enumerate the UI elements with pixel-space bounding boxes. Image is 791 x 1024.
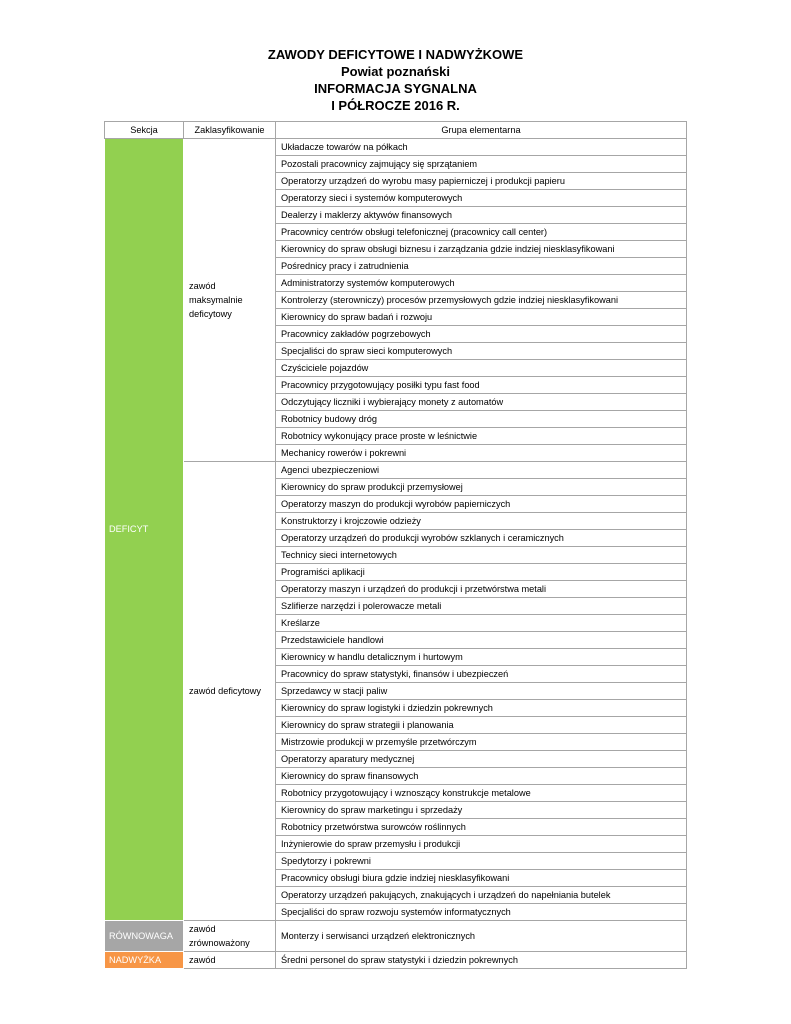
- group-cell: Sprzedawcy w stacji paliw: [276, 683, 687, 700]
- group-cell: Programiści aplikacji: [276, 564, 687, 581]
- group-cell: Robotnicy przygotowujący i wznoszący konstrukcje metalowe: [276, 785, 687, 802]
- group-cell: Dealerzy i maklerzy aktywów finansowych: [276, 207, 687, 224]
- header-sekcja: Sekcja: [105, 122, 184, 139]
- header-grupa: Grupa elementarna: [276, 122, 687, 139]
- title-line-3: INFORMACJA SYGNALNA: [314, 81, 477, 96]
- classification-deficytowy: zawód deficytowy: [184, 462, 276, 921]
- section-deficyt: DEFICYT: [105, 139, 184, 921]
- group-cell: Kierownicy w handlu detalicznym i hurtowym: [276, 649, 687, 666]
- group-cell: Inżynierowie do spraw przemysłu i produkcji: [276, 836, 687, 853]
- group-cell: Czyściciele pojazdów: [276, 360, 687, 377]
- table-row: [105, 921, 687, 952]
- section-rownowaga: RÓWNOWAGA: [105, 921, 184, 952]
- group-cell: Pracownicy zakładów pogrzebowych: [276, 326, 687, 343]
- table-row: [105, 462, 687, 479]
- group-cell: Pracownicy do spraw statystyki, finansów i ubezpieczeń: [276, 666, 687, 683]
- table-row: [105, 139, 687, 156]
- section-nadwyzka: NADWYŻKA: [105, 952, 184, 969]
- group-cell: Pozostali pracownicy zajmujący się sprzątaniem: [276, 156, 687, 173]
- classification-nadwyzkowy: zawód: [184, 952, 276, 969]
- group-cell: Technicy sieci internetowych: [276, 547, 687, 564]
- group-cell: Kierownicy do spraw strategii i planowania: [276, 717, 687, 734]
- group-cell: Szlifierze narzędzi i polerowacze metali: [276, 598, 687, 615]
- classification-maks: zawód maksymalnie deficytowy: [184, 139, 276, 462]
- group-cell: Pośrednicy pracy i zatrudnienia: [276, 258, 687, 275]
- title-line-1: ZAWODY DEFICYTOWE I NADWYŻKOWE: [267, 47, 524, 62]
- group-cell: Kontrolerzy (sterowniczy) procesów przemysłowych gdzie indziej niesklasyfikowani: [276, 292, 687, 309]
- group-cell: Operatorzy urządzeń pakujących, znakujących i urządzeń do napełniania butelek: [276, 887, 687, 904]
- group-cell: Układacze towarów na półkach: [276, 139, 687, 156]
- group-cell: Administratorzy systemów komputerowych: [276, 275, 687, 292]
- group-cell: Pracownicy centrów obsługi telefonicznej (pracownicy call center): [276, 224, 687, 241]
- group-cell: Operatorzy aparatury medycznej: [276, 751, 687, 768]
- group-cell: Odczytujący liczniki i wybierający monety z automatów: [276, 394, 687, 411]
- title-line-2: Powiat poznański: [340, 64, 451, 79]
- classification-zrownowazony: zawód zrównoważony: [184, 921, 276, 952]
- group-cell: Specjaliści do spraw rozwoju systemów informatycznych: [276, 904, 687, 921]
- group-cell: Operatorzy sieci i systemów komputerowych: [276, 190, 687, 207]
- group-cell: Kierownicy do spraw obsługi biznesu i zarządzania gdzie indziej niesklasyfikowani: [276, 241, 687, 258]
- group-cell: Robotnicy przetwórstwa surowców roślinnych: [276, 819, 687, 836]
- group-cell: Kierownicy do spraw produkcji przemysłowej: [276, 479, 687, 496]
- group-cell: Kreślarze: [276, 615, 687, 632]
- group-cell: Kierownicy do spraw badań i rozwoju: [276, 309, 687, 326]
- table-row: [105, 952, 687, 969]
- group-cell: Agenci ubezpieczeniowi: [276, 462, 687, 479]
- group-cell: Robotnicy budowy dróg: [276, 411, 687, 428]
- group-cell: Kierownicy do spraw logistyki i dziedzin pokrewnych: [276, 700, 687, 717]
- group-cell: Robotnicy wykonujący prace proste w leśnictwie: [276, 428, 687, 445]
- group-cell: Spedytorzy i pokrewni: [276, 853, 687, 870]
- table-body: [105, 139, 687, 969]
- group-cell: Operatorzy urządzeń do produkcji wyrobów szklanych i ceramicznych: [276, 530, 687, 547]
- group-cell: Pracownicy przygotowujący posiłki typu fast food: [276, 377, 687, 394]
- group-cell: Średni personel do spraw statystyki i dziedzin pokrewnych: [276, 952, 687, 969]
- group-cell: Operatorzy maszyn do produkcji wyrobów papierniczych: [276, 496, 687, 513]
- group-cell: Kierownicy do spraw marketingu i sprzedaży: [276, 802, 687, 819]
- group-cell: Pracownicy obsługi biura gdzie indziej niesklasyfikowani: [276, 870, 687, 887]
- group-cell: Mistrzowie produkcji w przemyśle przetwórczym: [276, 734, 687, 751]
- header-zaklasyfikowanie: Zaklasyfikowanie: [184, 122, 276, 139]
- group-cell: Mechanicy rowerów i pokrewni: [276, 445, 687, 462]
- group-cell: Specjaliści do spraw sieci komputerowych: [276, 343, 687, 360]
- table-header-row: [105, 122, 687, 139]
- group-cell: Przedstawiciele handlowi: [276, 632, 687, 649]
- occupations-table: [104, 121, 687, 969]
- group-cell: Monterzy i serwisanci urządzeń elektronicznych: [276, 921, 687, 952]
- group-cell: Operatorzy urządzeń do wyrobu masy papierniczej i produkcji papieru: [276, 173, 687, 190]
- group-cell: Kierownicy do spraw finansowych: [276, 768, 687, 785]
- document-title: [0, 46, 791, 114]
- title-line-4: I PÓŁROCZE 2016 R.: [331, 98, 460, 113]
- group-cell: Konstruktorzy i krojczowie odzieży: [276, 513, 687, 530]
- group-cell: Operatorzy maszyn i urządzeń do produkcji i przetwórstwa metali: [276, 581, 687, 598]
